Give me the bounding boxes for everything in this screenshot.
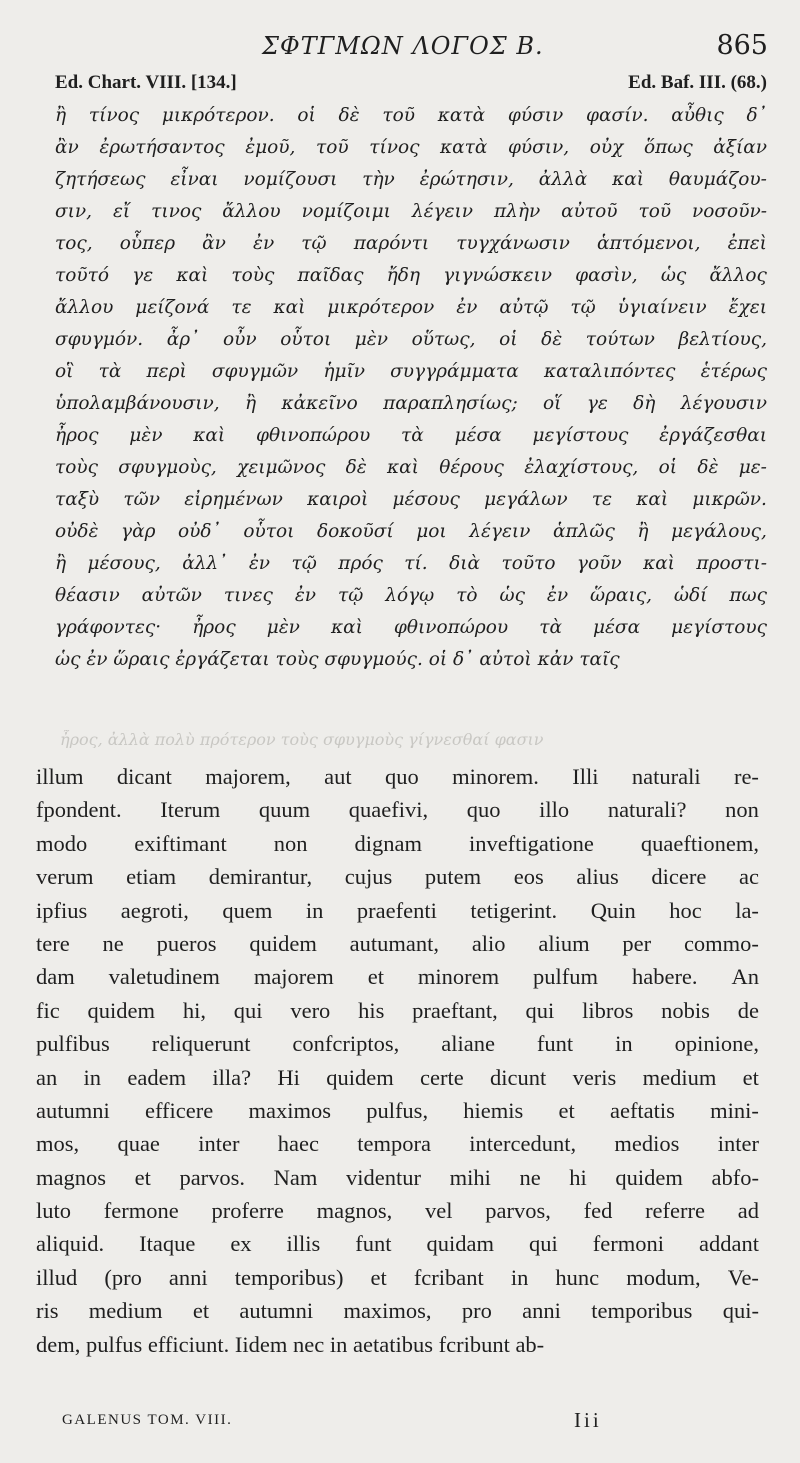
greek-text-block xyxy=(55,100,767,676)
latin-text-line: fpondent. Iterum quum quaefivi, quo illo naturali? non xyxy=(36,797,759,823)
latin-text-line: mos, quae inter haec tempora intercedunt, medios inter xyxy=(36,1131,759,1157)
latin-text-line: ris medium et autumni maximos, pro anni temporibus qui- xyxy=(36,1298,759,1324)
latin-text-line: aliquid. Itaque ex illis funt quidam qui fermoni addant xyxy=(36,1231,759,1257)
greek-text-line: θέασιν αὐτῶν τινες ἐν τῷ λόγῳ τὸ ὡς ἐν ὥραις, ὡδί πως xyxy=(55,585,767,606)
signature-mark-left: GALENUS TOM. VIII. xyxy=(62,1412,233,1428)
page-footer xyxy=(62,1408,762,1434)
greek-text-line: τοὺς σφυγμοὺς, χειμῶνος δὲ καὶ θέρους ἐλαχίστους, οἱ δὲ με- xyxy=(55,457,767,478)
edition-basel-reference: Ed. Baf. III. (68.) xyxy=(628,72,767,93)
greek-text-line: ἢ μέσους, ἀλλ᾽ ἐν τῷ πρός τί. διὰ τοῦτο γοῦν καὶ προστι- xyxy=(55,553,767,574)
edition-reference-line xyxy=(55,72,767,98)
latin-text-line: tere ne pueros quidem autumant, alio alium per commo- xyxy=(36,930,759,956)
latin-text-line: illum dicant majorem, aut quo minorem. Illi naturali re- xyxy=(36,764,759,789)
greek-text-line: σιν, εἴ τινος ἄλλου νομίζοιμι λέγειν πλὴν αὐτοῦ τοῦ νοσοῦν- xyxy=(55,201,767,222)
latin-text-line: luto fermone proferre magnos, vel parvos, fed referre ad xyxy=(36,1198,759,1224)
greek-text-line: ζητήσεως εἶναι νομίζουσι τὴν ἐρώτησιν, ἀλλὰ καὶ θαυμάζου- xyxy=(55,169,767,190)
greek-text-line: τοῦτό γε καὶ τοὺς παῖδας ἤδη γιγνώσκειν φασὶν, ὡς ἄλλος xyxy=(55,265,767,286)
latin-text-line: fic quidem hi, qui vero his praeftant, qui libros nobis de xyxy=(36,997,759,1023)
greek-text-line: ἄλλου μείζονά τε καὶ μικρότερον ἐν αὐτῷ τῷ ὑγιαίνειν ἔχει xyxy=(55,297,767,318)
greek-text-line: οἳ τὰ περὶ σφυγμῶν ἡμῖν συγγράμματα καταλιπόντες ἑτέρως xyxy=(55,361,767,382)
greek-text-line: ταξὺ τῶν εἰρημένων καιροὶ μέσους μεγάλων τε καὶ μικρῶν. xyxy=(55,489,767,510)
latin-text-line: autumni efficere maximos pulfus, hiemis et aeftatis mini- xyxy=(36,1097,759,1123)
latin-text-line: pulfibus reliquerunt confcriptos, aliane funt in opinione, xyxy=(36,1031,759,1057)
latin-text-line: an in eadem illa? Hi quidem certe dicunt veris medium et xyxy=(36,1064,759,1090)
latin-text-line: magnos et parvos. Nam videntur mihi ne hi quidem abfo- xyxy=(36,1164,759,1190)
running-head xyxy=(0,28,800,68)
latin-text-line: dem, pulfus efficiunt. Iidem nec in aetatibus fcribunt ab- xyxy=(36,1331,545,1357)
edition-chart-reference: Ed. Chart. VIII. [134.] xyxy=(55,72,237,93)
greek-text-line: οὐδὲ γὰρ οὐδ᾽ οὗτοι δοκοῦσί μοι λέγειν ἁπλῶς ἢ μεγάλους, xyxy=(55,521,767,542)
greek-text-line: ἦρος μὲν καὶ φθινοπώρου τὰ μέσα μεγίστους ἐργάζεσθαι xyxy=(55,425,767,446)
greek-text-line: ἂν ἐρωτήσαντος ἐμοῦ, τοῦ τίνος κατὰ φύσιν, οὐχ ὅπως ἀξίαν xyxy=(55,137,767,158)
bleed-through-text: ἦρος, ἀλλὰ πολὺ πρότερον τοὺς σφυγμοὺς γίγνεσθαί φασιν xyxy=(60,730,544,748)
greek-text-line: σφυγμόν. ἆρ᾽ οὖν οὗτοι μὲν οὕτως, οἱ δὲ τούτων βελτίους, xyxy=(55,329,767,350)
greek-text-line: ὑπολαμβάνουσιν, ἢ κἀκεῖνο παραπλησίως; οἵ γε δὴ λέγουσιν xyxy=(55,393,767,414)
latin-text-line: ipfius aegroti, quem in praefenti tetigerint. Quin hoc la- xyxy=(36,897,759,923)
latin-text-line: verum etiam demirantur, cujus putem eos alius dicere ac xyxy=(36,864,759,890)
latin-text-line: illud (pro anni temporibus) et fcribant in hunc modum, Ve- xyxy=(36,1264,759,1290)
running-title: ΣΦΤΓΜΩΝ ΛΟΓΟΣ Β. xyxy=(262,32,544,60)
greek-text-line: γράφοντες· ἦρος μὲν καὶ φθινοπώρου τὰ μέσα μεγίστους xyxy=(55,617,767,638)
greek-text-line: ἢ τίνος μικρότερον. οἱ δὲ τοῦ κατὰ φύσιν φασίν. αὖθις δ᾽ xyxy=(55,105,767,126)
greek-text-line: ὡς ἐν ὥραις ἐργάζεται τοὺς σφυγμούς. οἱ δ᾽ αὐτοὶ κἀν ταῖς xyxy=(55,649,620,670)
latin-text-line: dam valetudinem majorem et minorem pulfum habere. An xyxy=(36,964,759,990)
latin-text-block xyxy=(36,760,759,1361)
latin-text-line: modo exiftimant non dignam inveftigatione quaeftionem, xyxy=(36,830,759,856)
signature-mark-right: Iii xyxy=(574,1408,602,1432)
page-number: 865 xyxy=(716,30,768,61)
greek-text-line: τος, οὗπερ ἂν ἐν τῷ παρόντι τυγχάνωσιν ἁπτόμενοι, ἐπεὶ xyxy=(55,233,767,254)
